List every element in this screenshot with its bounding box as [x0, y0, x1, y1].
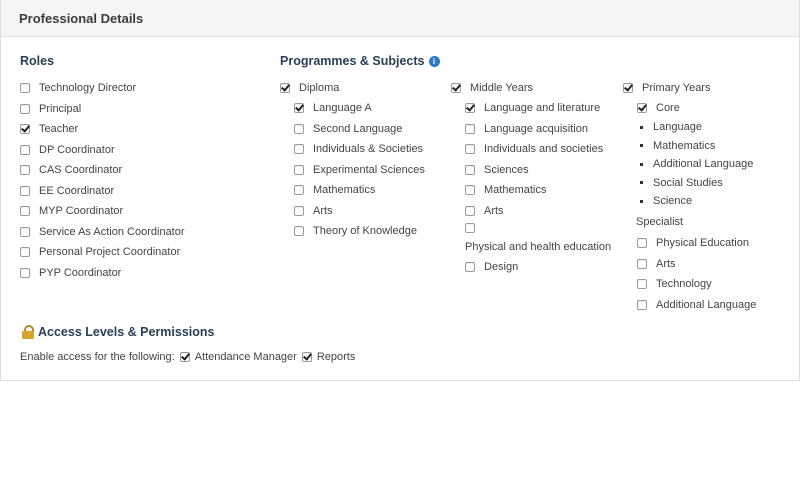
- diploma-subject-checkbox[interactable]: [294, 185, 304, 195]
- bullet-icon: [640, 163, 643, 166]
- diploma-subject[interactable]: [294, 123, 402, 135]
- primary-core-item: [637, 121, 702, 133]
- primary-specialist-item-checkbox[interactable]: [637, 259, 647, 269]
- middle-years-subject-checkbox[interactable]: [465, 165, 475, 175]
- middle-years-pe-label-label: Physical and health education: [465, 241, 612, 253]
- diploma-subject[interactable]: [294, 102, 372, 114]
- diploma-subject-checkbox[interactable]: [294, 124, 304, 134]
- programme-primary-years[interactable]: [623, 82, 710, 94]
- primary-specialist-item-label: Additional Language: [656, 298, 757, 311]
- primary-specialist-item-label: Physical Education: [656, 237, 749, 249]
- diploma-subject-label: Theory of Knowledge: [313, 225, 417, 237]
- primary-specialist-item-checkbox[interactable]: [637, 300, 647, 310]
- access-options: [20, 351, 355, 363]
- programme-diploma-checkbox[interactable]: [280, 83, 290, 93]
- bullet-icon: [640, 200, 643, 203]
- role-item-label: EE Coordinator: [39, 184, 115, 197]
- programmes-title-text: Programmes & Subjects: [280, 54, 425, 68]
- diploma-subject[interactable]: [294, 143, 423, 155]
- access-option-checkbox[interactable]: [180, 352, 190, 362]
- middle-years-subject[interactable]: [465, 164, 529, 176]
- diploma-subject[interactable]: [294, 184, 375, 196]
- role-item[interactable]: [20, 82, 136, 94]
- role-item-checkbox[interactable]: [20, 145, 30, 155]
- middle-years-subject-label: Language and literature: [484, 102, 601, 114]
- info-icon[interactable]: i: [429, 56, 440, 67]
- primary-core-item-label: Language: [653, 121, 702, 133]
- primary-specialist-item-checkbox[interactable]: [637, 279, 647, 289]
- role-item-checkbox[interactable]: [20, 165, 30, 175]
- role-item-checkbox[interactable]: [20, 247, 30, 257]
- programme-diploma[interactable]: [280, 82, 339, 94]
- middle-years-subject[interactable]: [465, 223, 484, 233]
- primary-specialist-item-label: Technology: [656, 278, 712, 290]
- diploma-subject[interactable]: [294, 225, 417, 237]
- middle-years-subject-checkbox[interactable]: [465, 206, 475, 216]
- role-item[interactable]: [20, 144, 115, 156]
- primary-core-checkbox[interactable]: [637, 103, 647, 113]
- roles-title: Roles: [20, 54, 55, 68]
- primary-specialist-heading-label: Specialist: [636, 216, 684, 228]
- role-item-checkbox[interactable]: [20, 186, 30, 196]
- primary-core-item: [637, 140, 715, 152]
- primary-core-item-label: Science: [653, 195, 693, 208]
- primary-specialist-item[interactable]: [637, 299, 756, 311]
- diploma-subject-checkbox[interactable]: [294, 165, 304, 175]
- role-item[interactable]: [20, 123, 78, 135]
- primary-core-item-label: Additional Language: [653, 158, 754, 171]
- programme-middle-years[interactable]: [451, 82, 533, 94]
- diploma-subject-checkbox[interactable]: [294, 144, 304, 154]
- role-item[interactable]: [20, 164, 122, 176]
- bullet-icon: [640, 181, 643, 184]
- diploma-subject-checkbox[interactable]: [294, 226, 304, 236]
- access-title: Access Levels & Permissions: [38, 325, 215, 339]
- programme-middle-years-checkbox[interactable]: [451, 83, 461, 93]
- role-item-checkbox[interactable]: [20, 206, 30, 216]
- diploma-subject-label: Experimental Sciences: [313, 163, 425, 176]
- middle-years-subject-label: Arts: [484, 204, 504, 217]
- panel-title: Professional Details: [1, 0, 799, 37]
- middle-years-design[interactable]: [465, 261, 518, 273]
- middle-years-design-label: Design: [484, 261, 519, 273]
- middle-years-subject-label: Individuals and societies: [484, 143, 604, 155]
- role-item[interactable]: [20, 103, 81, 115]
- role-item-label: Principal: [39, 102, 82, 115]
- role-item-label: Service As Action Coordinator: [39, 225, 185, 238]
- middle-years-subject-checkbox[interactable]: [465, 124, 475, 134]
- diploma-subject-label: Mathematics: [313, 184, 376, 196]
- role-item[interactable]: [20, 267, 121, 279]
- diploma-subject-label: Second Language: [313, 122, 403, 135]
- bullet-icon: [640, 144, 643, 147]
- diploma-subject-label: Individuals & Societies: [313, 143, 424, 155]
- primary-core[interactable]: [637, 102, 680, 114]
- primary-specialist-item[interactable]: [637, 278, 712, 290]
- access-prompt: Enable access for the following:: [20, 351, 175, 363]
- access-option-label: Reports: [316, 351, 356, 363]
- middle-years-subject-checkbox[interactable]: [465, 185, 475, 195]
- primary-specialist-item-checkbox[interactable]: [637, 238, 647, 248]
- programme-middle-years-label: Middle Years: [470, 82, 533, 94]
- primary-specialist-item[interactable]: [637, 258, 676, 270]
- primary-core-item: [637, 177, 723, 189]
- diploma-subject-label: Arts: [313, 204, 333, 217]
- middle-years-subject-label: Language acquisition: [484, 122, 588, 135]
- middle-years-subject[interactable]: [465, 143, 603, 155]
- middle-years-subject-label: Sciences: [484, 163, 529, 176]
- programme-diploma-label: Diploma: [299, 82, 340, 94]
- diploma-subject[interactable]: [294, 164, 425, 176]
- primary-core-label: Core: [656, 102, 680, 114]
- role-item-label: MYP Coordinator: [39, 205, 124, 217]
- access-option[interactable]: [297, 351, 356, 363]
- programmes-title: [280, 54, 440, 68]
- middle-years-subject[interactable]: [465, 102, 600, 114]
- programme-primary-years-checkbox[interactable]: [623, 83, 633, 93]
- diploma-subject-label: Language A: [313, 102, 372, 114]
- role-item-label: CAS Coordinator: [39, 164, 123, 176]
- middle-years-subject-label: Mathematics: [484, 184, 547, 196]
- role-item-label: Teacher: [39, 123, 79, 135]
- lock-icon: [22, 325, 34, 339]
- role-item[interactable]: [20, 226, 185, 238]
- primary-core-item: [637, 195, 692, 207]
- access-option[interactable]: [175, 351, 297, 363]
- diploma-subject[interactable]: [294, 205, 333, 217]
- middle-years-subject-checkbox[interactable]: [465, 144, 475, 154]
- middle-years-subject-checkbox[interactable]: [465, 103, 475, 113]
- middle-years-subject[interactable]: [465, 184, 546, 196]
- diploma-subject-checkbox[interactable]: [294, 206, 304, 216]
- primary-specialist-item-label: Arts: [656, 257, 676, 270]
- middle-years-subject[interactable]: [465, 123, 588, 135]
- primary-specialist-heading: [636, 216, 683, 228]
- middle-years-subject-checkbox[interactable]: [465, 223, 475, 233]
- role-item[interactable]: [20, 205, 123, 217]
- primary-specialist-item[interactable]: [637, 237, 749, 249]
- primary-core-item-label: Mathematics: [653, 139, 716, 152]
- access-option-checkbox[interactable]: [302, 352, 312, 362]
- access-option-label: Attendance Manager: [194, 351, 297, 363]
- role-item-label: Technology Director: [39, 82, 137, 94]
- middle-years-design-checkbox[interactable]: [465, 262, 475, 272]
- role-item-checkbox[interactable]: [20, 268, 30, 278]
- role-item[interactable]: [20, 185, 114, 197]
- role-item-checkbox[interactable]: [20, 227, 30, 237]
- primary-core-item: [637, 158, 753, 170]
- role-item-checkbox[interactable]: [20, 83, 30, 93]
- role-item-label: PYP Coordinator: [39, 266, 122, 279]
- role-item-label: DP Coordinator: [39, 143, 115, 156]
- bullet-icon: [640, 126, 643, 129]
- role-item[interactable]: [20, 246, 180, 258]
- role-item-checkbox[interactable]: [20, 124, 30, 134]
- middle-years-pe-label: [465, 241, 611, 253]
- role-item-label: Personal Project Coordinator: [39, 246, 181, 258]
- middle-years-subject[interactable]: [465, 205, 504, 217]
- primary-core-item-label: Social Studies: [653, 176, 723, 189]
- programme-primary-years-label: Primary Years: [642, 82, 711, 94]
- role-item-checkbox[interactable]: [20, 104, 30, 114]
- diploma-subject-checkbox[interactable]: [294, 103, 304, 113]
